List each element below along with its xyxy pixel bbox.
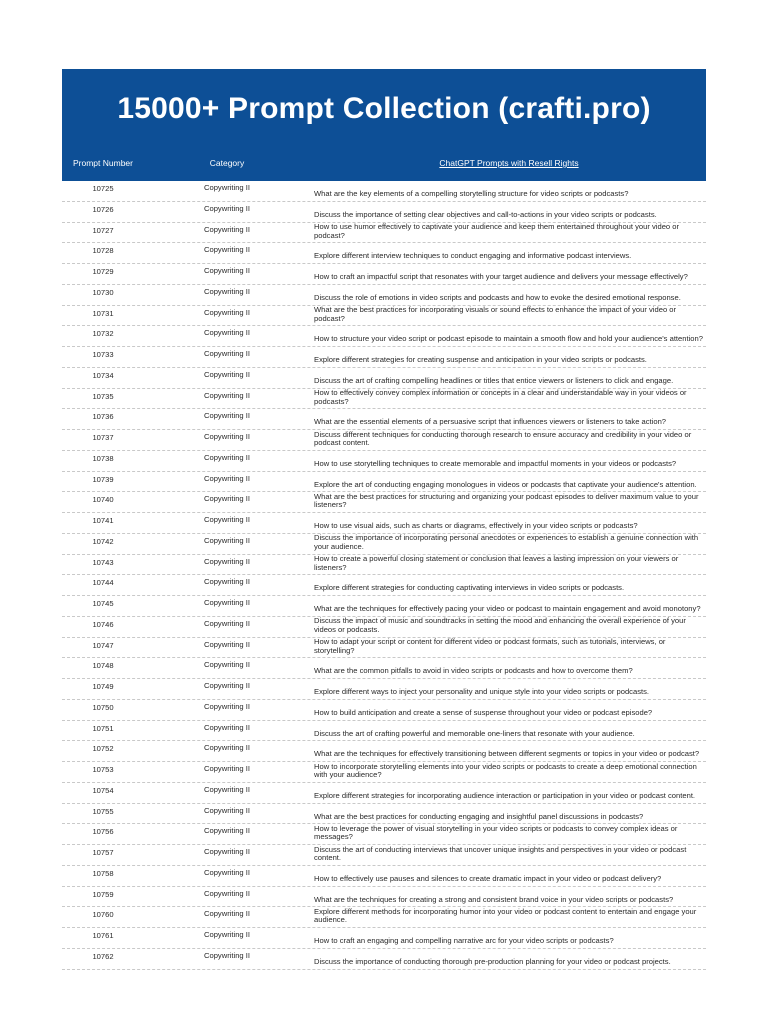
category: Copywriting II bbox=[203, 888, 250, 898]
prompt-number: 10741 bbox=[92, 516, 114, 525]
table-row bbox=[62, 700, 706, 721]
prompt-number: 10735 bbox=[92, 391, 114, 401]
prompt-number: 10732 bbox=[92, 329, 114, 339]
prompt-text: Explore different strategies for creating suspense and anticipation in your video scripts or podcasts. bbox=[314, 355, 647, 365]
table-row bbox=[62, 389, 706, 410]
table-row bbox=[62, 513, 706, 534]
table-row bbox=[62, 762, 706, 783]
prompt-text: Discuss the art of crafting compelling headlines or titles that entice viewers or listeners to click and engage. bbox=[314, 375, 674, 385]
table-row bbox=[62, 845, 706, 866]
prompt-number: 10755 bbox=[92, 806, 114, 816]
prompt-text: How to adapt your script or content for different video or podcast formats, such as tutorials, interviews, or storytelling? bbox=[314, 637, 666, 655]
category: Copywriting II bbox=[203, 598, 250, 607]
table-row bbox=[62, 472, 706, 493]
prompt-text: How to use visual aids, such as charts or diagrams, effectively in your video scripts or podcasts? bbox=[314, 521, 638, 531]
category: Copywriting II bbox=[203, 411, 250, 421]
prompt-text: Explore different ways to inject your personality and unique style into your video scripts or podcasts. bbox=[314, 687, 650, 697]
prompt-number: 10749 bbox=[92, 682, 114, 691]
prompt-text: Discuss the importance of setting clear objectives and call-to-actions in your video scripts or podcasts. bbox=[314, 209, 657, 219]
prompt-number: 10743 bbox=[92, 557, 114, 567]
prompt-text: Discuss the importance of conducting thorough pre-production planning for your video or podcast projects. bbox=[314, 956, 671, 966]
table-row bbox=[62, 451, 706, 472]
category: Copywriting II bbox=[203, 432, 250, 441]
table-row bbox=[62, 555, 706, 576]
prompt-number: 10745 bbox=[92, 599, 114, 608]
category: Copywriting II bbox=[203, 681, 250, 690]
table-row bbox=[62, 721, 706, 742]
prompt-number: 10729 bbox=[92, 267, 114, 276]
category: Copywriting II bbox=[203, 535, 250, 545]
table-row bbox=[62, 181, 706, 202]
column-header-category: Category bbox=[209, 158, 245, 168]
category: Copywriting II bbox=[203, 307, 250, 317]
prompt-table bbox=[62, 69, 706, 970]
prompt-number: 10733 bbox=[92, 350, 114, 359]
prompt-text: How to effectively convey complex information or concepts in a clear and understandable way in your videos or podcasts? bbox=[314, 388, 687, 406]
category: Copywriting II bbox=[203, 701, 250, 711]
category: Copywriting II bbox=[203, 722, 250, 732]
prompt-number: 10734 bbox=[92, 370, 114, 380]
prompt-number: 10742 bbox=[92, 536, 114, 546]
prompt-text: Explore different interview techniques to conduct engaging and informative podcast interviews. bbox=[314, 251, 632, 261]
prompt-number: 10746 bbox=[92, 619, 114, 629]
category: Copywriting II bbox=[203, 556, 250, 566]
prompt-text: What are the key elements of a compelling storytelling structure for video scripts or podcasts? bbox=[314, 189, 629, 199]
category: Copywriting II bbox=[203, 473, 250, 483]
category: Copywriting II bbox=[203, 203, 250, 213]
category: Copywriting II bbox=[203, 245, 250, 255]
category: Copywriting II bbox=[203, 266, 250, 275]
prompt-number: 10730 bbox=[92, 287, 114, 297]
prompt-number: 10744 bbox=[92, 578, 114, 588]
table-row bbox=[62, 285, 706, 306]
table-row bbox=[62, 409, 706, 430]
prompt-text: What are the best practices for conducting engaging and insightful panel discussions in podcasts? bbox=[314, 811, 644, 821]
prompt-text: How to structure your video script or podcast episode to maintain a smooth flow and hold your audience's attention? bbox=[314, 334, 703, 344]
prompt-number: 10727 bbox=[92, 225, 114, 235]
table-row bbox=[62, 617, 706, 638]
table-row bbox=[62, 928, 706, 949]
prompt-text: How to use storytelling techniques to create memorable and impactful moments in your videos or podcasts? bbox=[314, 458, 677, 468]
prompt-number: 10759 bbox=[92, 889, 114, 899]
table-row bbox=[62, 824, 706, 845]
table-row bbox=[62, 326, 706, 347]
prompt-text: Explore different strategies for incorporating audience interaction or participation in your video or podcast content. bbox=[314, 790, 696, 800]
prompt-text: How to leverage the power of visual storytelling in your video scripts or podcasts to convey complex ideas or messages? bbox=[314, 823, 678, 842]
category: Copywriting II bbox=[203, 950, 250, 960]
category: Copywriting II bbox=[203, 847, 250, 856]
table-row bbox=[62, 679, 706, 700]
prompt-text: Explore the art of conducting engaging monologues in videos or podcasts that captivate your audience's attention. bbox=[314, 479, 697, 489]
prompt-number: 10752 bbox=[92, 744, 114, 754]
table-row bbox=[62, 264, 706, 285]
table-row bbox=[62, 866, 706, 887]
prompt-text: How to create a powerful closing statement or conclusion that leaves a lasting impression on your viewers or listeners? bbox=[314, 554, 679, 572]
category: Copywriting II bbox=[203, 349, 250, 358]
prompt-number: 10754 bbox=[92, 785, 114, 795]
table-row bbox=[62, 907, 706, 928]
category: Copywriting II bbox=[203, 452, 250, 462]
table-row bbox=[62, 306, 706, 327]
category: Copywriting II bbox=[203, 577, 250, 587]
category: Copywriting II bbox=[203, 515, 250, 524]
prompt-text: How to build anticipation and create a sense of suspense throughout your video or podcast episode? bbox=[314, 707, 653, 717]
prompt-text: What are the best practices for structuring and organizing your podcast episodes to deliver maximum value to your listeners? bbox=[314, 491, 699, 510]
prompt-number: 10731 bbox=[92, 308, 114, 318]
prompt-text: How to effectively use pauses and silences to create dramatic impact in your video or podcast delivery? bbox=[314, 873, 662, 883]
prompt-number: 10753 bbox=[92, 765, 114, 774]
table-header bbox=[62, 69, 706, 181]
prompt-text: What are the techniques for effectively transitioning between different segments or topics in your video or podcast? bbox=[314, 749, 700, 759]
prompt-text: Discuss the art of conducting interviews that uncover unique insights and perspectives in your video or podcast content. bbox=[314, 844, 687, 863]
category: Copywriting II bbox=[203, 390, 250, 400]
table-row bbox=[62, 223, 706, 244]
column-header-prompts[interactable]: ChatGPT Prompts with Resell Rights bbox=[439, 158, 579, 168]
table-row bbox=[62, 430, 706, 451]
prompt-text: How to craft an impactful script that resonates with your target audience and delivers your message effectively? bbox=[314, 272, 688, 282]
table-body bbox=[62, 181, 706, 970]
category: Copywriting II bbox=[203, 328, 250, 338]
prompt-number: 10760 bbox=[92, 910, 114, 920]
prompt-text: Discuss the role of emotions in video scripts and podcasts and how to evoke the desired emotional response. bbox=[314, 292, 681, 302]
prompt-number: 10725 bbox=[92, 184, 114, 193]
prompt-number: 10750 bbox=[92, 702, 114, 712]
table-row bbox=[62, 243, 706, 264]
page-title: 15000+ Prompt Collection (crafti.pro) bbox=[117, 92, 651, 125]
prompt-text: Discuss the importance of incorporating personal anecdotes or experiences to establish a genuine connection with your audience. bbox=[314, 533, 699, 551]
table-row bbox=[62, 347, 706, 368]
category: Copywriting II bbox=[203, 764, 250, 773]
prompt-number: 10762 bbox=[92, 951, 114, 961]
table-row bbox=[62, 492, 706, 513]
category: Copywriting II bbox=[203, 805, 250, 815]
prompt-number: 10726 bbox=[92, 204, 114, 214]
category: Copywriting II bbox=[203, 639, 250, 649]
table-row bbox=[62, 658, 706, 679]
prompt-number: 10761 bbox=[92, 931, 114, 940]
category: Copywriting II bbox=[203, 867, 250, 877]
prompt-text: How to use humor effectively to captivate your audience and keep them entertained throughout your video or podcast? bbox=[314, 222, 680, 240]
prompt-text: What are the techniques for effectively pacing your video or podcast to maintain engagement and avoid monotony? bbox=[314, 604, 701, 614]
table-row bbox=[62, 368, 706, 389]
category: Copywriting II bbox=[203, 224, 250, 234]
prompt-text: Discuss the art of crafting powerful and memorable one-liners that resonate with your audience. bbox=[314, 728, 635, 738]
table-row bbox=[62, 202, 706, 223]
prompt-number: 10756 bbox=[92, 827, 114, 837]
table-row bbox=[62, 638, 706, 659]
prompt-number: 10738 bbox=[92, 453, 114, 463]
prompt-text: Discuss different techniques for conducting thorough research to ensure accuracy and credibility in your video or podcast content. bbox=[314, 429, 692, 448]
table-row bbox=[62, 741, 706, 762]
column-header-prompt-number: Prompt Number bbox=[73, 158, 133, 168]
category: Copywriting II bbox=[203, 369, 250, 379]
category: Copywriting II bbox=[203, 494, 250, 504]
prompt-text: Discuss the impact of music and soundtracks in setting the mood and enhancing the overall experience of your videos or podcasts. bbox=[314, 616, 686, 634]
category: Copywriting II bbox=[203, 286, 250, 296]
prompt-text: How to incorporate storytelling elements into your video scripts or podcasts to create a deep emotional connection with your audience? bbox=[314, 761, 697, 780]
table-row bbox=[62, 949, 706, 970]
prompt-text: What are the essential elements of a persuasive script that influences viewers or listeners to take action? bbox=[314, 417, 667, 427]
prompt-number: 10737 bbox=[92, 433, 114, 442]
prompt-text: What are the techniques for creating a strong and consistent brand voice in your video scripts or podcasts? bbox=[314, 894, 674, 904]
category: Copywriting II bbox=[203, 743, 250, 753]
prompt-text: How to craft an engaging and compelling narrative arc for your video scripts or podcasts? bbox=[314, 936, 614, 946]
table-row bbox=[62, 534, 706, 555]
prompt-text: Explore different strategies for conducting captivating interviews in video scripts or podcasts. bbox=[314, 583, 625, 593]
prompt-number: 10748 bbox=[92, 661, 114, 671]
table-row bbox=[62, 783, 706, 804]
prompt-number: 10747 bbox=[92, 640, 114, 650]
prompt-number: 10751 bbox=[92, 723, 114, 733]
prompt-number: 10757 bbox=[92, 848, 114, 857]
table-row bbox=[62, 804, 706, 825]
category: Copywriting II bbox=[203, 826, 250, 836]
category: Copywriting II bbox=[203, 930, 250, 939]
prompt-number: 10758 bbox=[92, 868, 114, 878]
category: Copywriting II bbox=[203, 618, 250, 628]
prompt-text: What are the best practices for incorporating visuals or sound effects to enhance the impact of your video or podcast? bbox=[314, 305, 677, 323]
prompt-text: What are the common pitfalls to avoid in video scripts or podcasts and how to overcome them? bbox=[314, 666, 633, 676]
category: Copywriting II bbox=[203, 909, 250, 919]
prompt-number: 10740 bbox=[92, 495, 114, 505]
category: Copywriting II bbox=[203, 183, 250, 192]
category: Copywriting II bbox=[203, 784, 250, 794]
prompt-number: 10728 bbox=[92, 246, 114, 256]
table-row bbox=[62, 887, 706, 908]
table-row bbox=[62, 575, 706, 596]
prompt-number: 10739 bbox=[92, 474, 114, 484]
category: Copywriting II bbox=[203, 660, 250, 670]
prompt-number: 10736 bbox=[92, 412, 114, 422]
prompt-text: Explore different methods for incorporating humor into your video or podcast content to entertain and engage your audience. bbox=[314, 906, 697, 925]
table-row bbox=[62, 596, 706, 617]
